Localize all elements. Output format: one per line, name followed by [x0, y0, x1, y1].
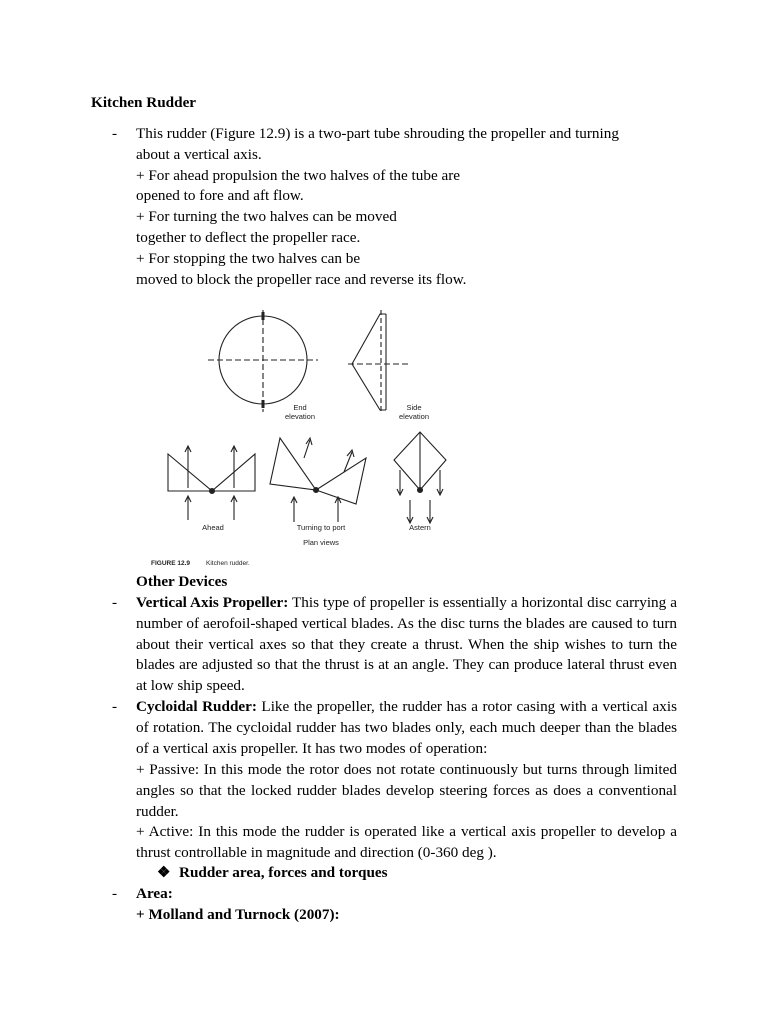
- text-line: + For ahead propulsion the two halves of the tube are: [136, 166, 461, 184]
- diamond-bullet-icon: ❖: [157, 864, 171, 881]
- ahead-left-blade: [168, 454, 212, 491]
- vertical-axis-propeller-label: Vertical Axis Propeller:: [136, 594, 289, 611]
- text-line: moved to block the propeller race and reverse its flow.: [136, 270, 467, 288]
- ahead-label: Ahead: [202, 523, 224, 532]
- side-elevation-label-1: Side: [406, 403, 422, 412]
- side-elevation-label-2: elevation: [398, 412, 430, 421]
- list-dash: -: [112, 125, 118, 142]
- list-dash: -: [112, 885, 118, 902]
- figure-kitchen-rudder: [148, 302, 458, 570]
- vertical-axis-propeller-paragraph: [136, 593, 677, 697]
- section-heading-kitchen-rudder: Kitchen Rudder: [91, 94, 197, 111]
- cycloidal-rudder-label: Cycloidal Rudder:: [136, 698, 257, 715]
- text-line: opened to fore and aft flow.: [136, 187, 304, 205]
- figure-caption-text: Kitchen rudder.: [206, 560, 250, 567]
- cycloidal-passive-mode: + Passive: In this mode the rotor does not rotate continuously but turns through limited angles so that the locked rudder blades develop steering forces as does a conventional rudder.: [136, 761, 677, 820]
- kitchen-rudder-diagram: [148, 302, 458, 570]
- text-line: about a vertical axis.: [136, 145, 262, 163]
- cycloidal-rudder-paragraph: [136, 697, 677, 759]
- text-line: together to deflect the propeller race.: [136, 228, 361, 246]
- turning-label: Turning to port: [296, 523, 346, 532]
- end-elevation-label-2: elevation: [284, 412, 316, 421]
- text-line: This rudder (Figure 12.9) is a two-part tube shrouding the propeller and turning: [136, 125, 619, 142]
- turning-left-blade: [270, 438, 316, 490]
- area-reference: + Molland and Turnock (2007):: [136, 906, 340, 923]
- astern-label: Astern: [409, 523, 431, 532]
- section-heading-rudder-area: [157, 863, 388, 884]
- section-title: Rudder area, forces and torques: [179, 864, 388, 881]
- turning-right-blade: [316, 458, 366, 504]
- cycloidal-active-mode: + Active: In this mode the rudder is operated like a vertical axis propeller to develop a thrust controllable in magnitude and direction (0-360 deg ).: [136, 823, 677, 861]
- list-dash: -: [112, 594, 118, 611]
- subheading-other-devices: Other Devices: [136, 573, 228, 590]
- figure-caption-label: FIGURE 12.9: [151, 560, 191, 567]
- list-dash: -: [112, 698, 118, 715]
- cycloidal-rudder-text: Like the propeller, the rudder has a rotor casing with a vertical axis of rotation. The cycloidal rudder has two blades only, each much deeper than the blades of a vertical axis propeller. It has two modes of operation:: [136, 698, 677, 757]
- text-line: + For turning the two halves can be moved: [136, 208, 397, 226]
- kitchen-rudder-description: [136, 124, 677, 290]
- text-line: + For stopping the two halves can be: [136, 249, 361, 267]
- plan-views-label: Plan views: [303, 538, 339, 547]
- area-label: Area:: [136, 885, 173, 902]
- end-elevation-label-1: End: [293, 403, 307, 412]
- vertical-axis-propeller-text: This type of propeller is essentially a horizontal disc carrying a number of aerofoil-shaped vertical blades. As the disc turns the blades are caused to turn about their vertical axes so that they create a thrust. When the ship wishes to turn the blades are adjusted so that the thrust is at an angle. They can produce lateral thrust even at low ship speed.: [136, 594, 677, 695]
